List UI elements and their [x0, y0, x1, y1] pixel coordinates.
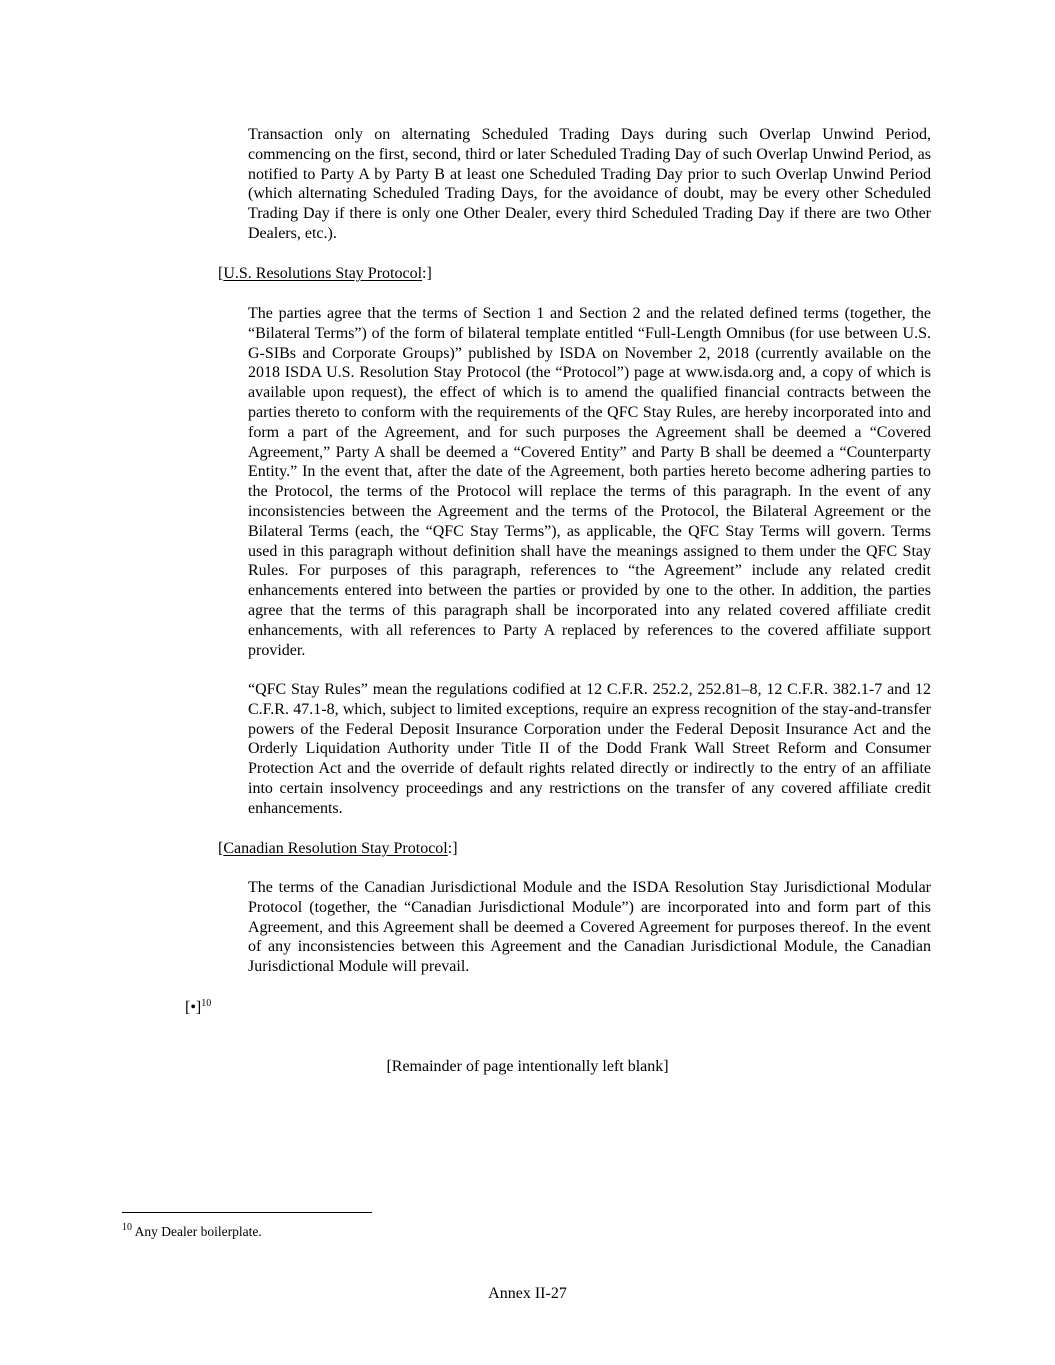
us-heading-open-bracket: [: [218, 265, 224, 282]
canadian-resolution-heading: [218, 839, 458, 859]
us-heading-close-bracket: :]: [422, 265, 432, 282]
canadian-heading-close-bracket: :]: [447, 840, 458, 857]
footnote-separator: [122, 1212, 372, 1213]
transaction-paragraph: Transaction only on alternating Scheduled Trading Days during such Overlap Unwind Period, commencing on the first, second, third or later Scheduled Trading Day of such Overlap Unwind Period, as notified to Party A by Party B at least one Scheduled Trading Day prior to such Overlap Unwind Period (which alternating Scheduled Trading Days, for the avoidance of doubt, may be every other Scheduled Trading Day if there is only one Other Dealer, every third Scheduled Trading Day if there are two Other Dealers, etc.).: [248, 126, 931, 242]
footnote: [122, 1223, 262, 1240]
placeholder-text: [•]: [185, 999, 202, 1016]
footnote-reference[interactable]: 10: [201, 998, 212, 1009]
us-heading-title: U.S. Resolutions Stay Protocol: [223, 265, 423, 282]
remainder-blank-note: [Remainder of page intentionally left blank]: [386, 1058, 669, 1075]
canadian-heading-open-bracket: [: [218, 840, 224, 857]
canadian-protocol-paragraph: The terms of the Canadian Jurisdictional Module and the ISDA Resolution Stay Jurisdictional Modular Protocol (together, the “Canadian Jurisdictional Module”) are incorporated into and form part of this Agreement, and this Agreement shall be deemed a Covered Agreement for purposes thereof. In the event of any inconsistencies between this Agreement and the Canadian Jurisdictional Module, the Canadian Jurisdictional Module will prevail.: [248, 879, 931, 976]
qfc-stay-rules-paragraph: “QFC Stay Rules” mean the regulations codified at 12 C.F.R. 252.2, 252.81–8, 12 C.F.R. 382.1-7 and 12 C.F.R. 47.1-8, which, subject to limited exceptions, require an express recognition of the stay-and-transfer powers of the Federal Deposit Insurance Corporation under the Federal Deposit Insurance Act and the Orderly Liquidation Authority under Title II of the Dodd Frank Wall Street Reform and Consumer Protection Act and the override of default rights related directly or indirectly to the entry of an affiliate into certain insolvency proceedings and any restrictions on the transfer of any covered affiliate credit enhancements.: [248, 681, 931, 817]
placeholder-bullet: [185, 998, 211, 1018]
us-resolution-heading: [218, 264, 432, 284]
us-protocol-paragraph: The parties agree that the terms of Section 1 and Section 2 and the related defined terms (together, the “Bilateral Terms”) of the form of bilateral template entitled “Full-Length Omnibus (for use between U.S. G-SIBs and Corporate Groups)” published by ISDA on November 2, 2018 (currently available on the 2018 ISDA U.S. Resolution Stay Protocol (the “Protocol”) page at www.isda.org and, a copy of which is available upon request), the effect of which is to amend the qualified financial contracts between the parties thereto to conform with the requirements of the QFC Stay Rules, are hereby incorporated into and form a part of the Agreement, and for such purposes the Agreement shall be deemed a “Covered Agreement,” Party A shall be deemed a “Covered Entity” and Party B shall be deemed a “Counterparty Entity.” In the event that, after the date of the Agreement, both parties hereto become adhering parties to the Protocol, the terms of the Protocol will replace the terms of this paragraph. In the event of any inconsistencies between the Agreement and the terms of the Protocol, the Bilateral Agreement or the Bilateral Terms (each, the “QFC Stay Terms”), as applicable, the QFC Stay Terms will govern. Terms used in this paragraph without definition shall have the meanings assigned to them under the QFC Stay Rules. For purposes of this paragraph, references to “the Agreement” include any related credit enhancements entered into between the parties or provided by one to the other. In addition, the parties agree that the terms of this paragraph shall be incorporated into any related covered affiliate credit enhancements, with all references to Party A replaced by references to the covered affiliate support provider.: [248, 305, 931, 659]
footnote-number: 10: [122, 1222, 132, 1233]
footnote-text: Any Dealer boilerplate.: [132, 1224, 262, 1239]
page-footer: Annex II-27: [488, 1285, 567, 1302]
canadian-heading-title: Canadian Resolution Stay Protocol: [223, 840, 448, 857]
